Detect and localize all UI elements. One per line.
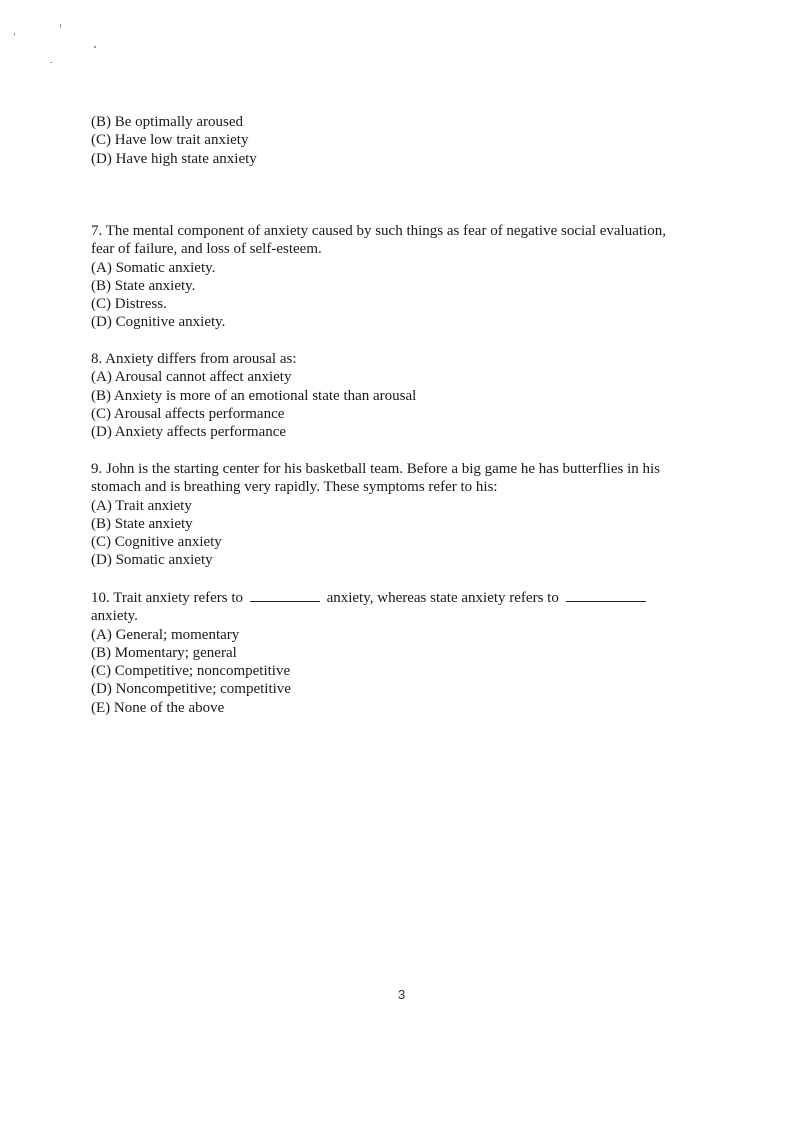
option: (A) Arousal cannot affect anxiety [91,369,292,386]
question-stem: 7. The mental component of anxiety caused by such things as fear of negative social evaluation, [91,223,666,239]
scan-speck [94,46,96,48]
option: (D) Somatic anxiety [91,552,213,569]
scan-speck [60,24,61,28]
option: (B) Be optimally aroused [91,114,244,130]
option: (C) Cognitive anxiety [91,534,222,551]
stem-text: 10. Trait anxiety refers to [91,590,244,606]
question-stem: 8. Anxiety differs from arousal as: [91,351,297,367]
option: (A) Somatic anxiety. [91,259,216,276]
question-stem [91,589,721,607]
option: (C) Arousal affects performance [91,405,285,422]
option: (D) Anxiety affects performance [91,424,287,441]
question-stem: anxiety. [91,608,138,625]
option: (D) Cognitive anxiety. [91,314,226,331]
option: (B) State anxiety. [91,277,196,294]
option: (C) Competitive; noncompetitive [91,663,291,680]
scan-speck [50,62,52,63]
option: (C) Have low trait anxiety [91,132,249,149]
option: (A) General; momentary [91,626,240,643]
question-stem: 9. John is the starting center for his basketball team. Before a big game he has butterflies in his [91,461,661,477]
question-8 [91,350,721,441]
question-9 [91,460,721,570]
stem-text: anxiety, whereas state anxiety refers to [326,590,559,606]
option: (B) Anxiety is more of an emotional state than arousal [91,387,417,404]
fill-in-blank [250,600,320,602]
option: (B) State anxiety [91,515,193,532]
scan-speck [14,33,15,36]
page-number: 3 [398,987,406,1002]
question-stem: stomach and is breathing very rapidly. These symptoms refer to his: [91,479,498,496]
option: (E) None of the above [91,699,225,716]
option: (D) Noncompetitive; competitive [91,681,291,698]
option: (A) Trait anxiety [91,497,192,514]
question-stem: fear of failure, and loss of self-esteem. [91,241,322,258]
option: (B) Momentary; general [91,644,237,661]
option: (D) Have high state anxiety [91,150,257,167]
question-7 [91,222,721,332]
continued-options [91,113,721,168]
question-10 [91,589,721,717]
fill-in-blank [566,600,646,602]
option: (C) Distress. [91,296,167,313]
